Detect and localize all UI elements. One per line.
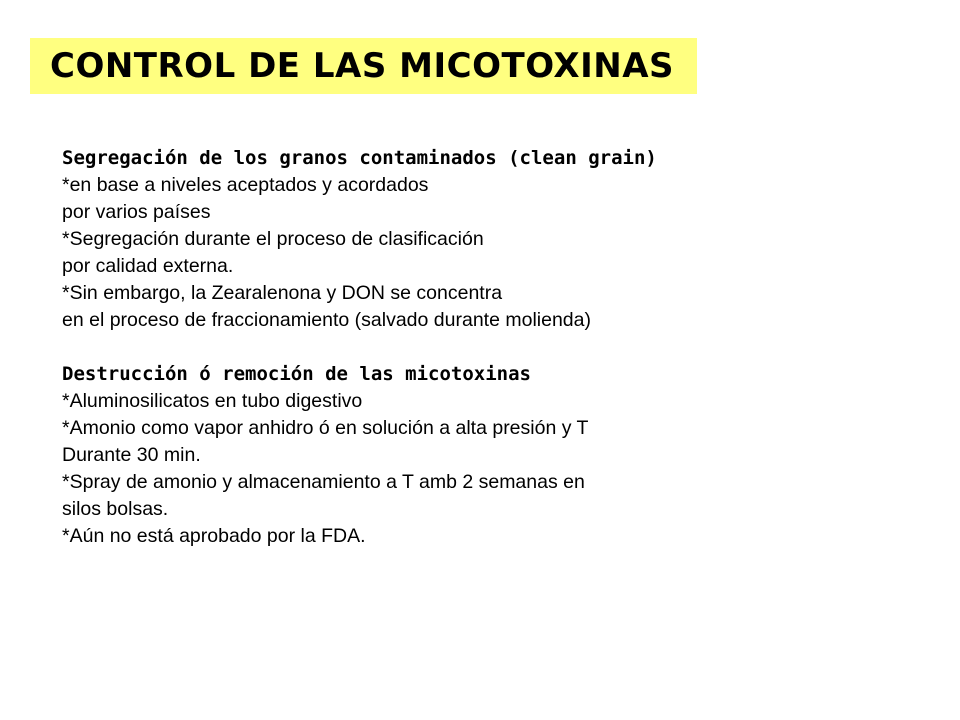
text-line: *en base a niveles aceptados y acordados xyxy=(62,174,429,196)
text-line: en el proceso de fraccionamiento (salvado durante molienda) xyxy=(62,309,591,331)
slide-title: CONTROL DE LAS MICOTOXINAS xyxy=(50,46,675,86)
text-line: *Spray de amonio y almacenamiento a T amb 2 semanas en xyxy=(62,471,585,493)
section-heading: Segregación de los granos contaminados (clean grain) xyxy=(62,147,657,169)
section-heading: Destrucción ó remoción de las micotoxinas xyxy=(62,363,531,385)
text-line: *Segregación durante el proceso de clasificación xyxy=(62,228,484,250)
section-segregation xyxy=(62,145,762,334)
text-line: *Sin embargo, la Zearalenona y DON se concentra xyxy=(62,282,503,304)
section-destruction xyxy=(62,361,762,550)
title-banner xyxy=(30,38,697,94)
text-line: *Aluminosilicatos en tubo digestivo xyxy=(62,390,363,412)
text-line: por varios países xyxy=(62,201,211,223)
text-line: silos bolsas. xyxy=(62,498,169,520)
text-line: Durante 30 min. xyxy=(62,444,201,466)
text-line: *Aún no está aprobado por la FDA. xyxy=(62,525,366,547)
text-line: *Amonio como vapor anhidro ó en solución a alta presión y T xyxy=(62,417,589,439)
text-line: por calidad externa. xyxy=(62,255,234,277)
slide-content xyxy=(62,145,762,550)
